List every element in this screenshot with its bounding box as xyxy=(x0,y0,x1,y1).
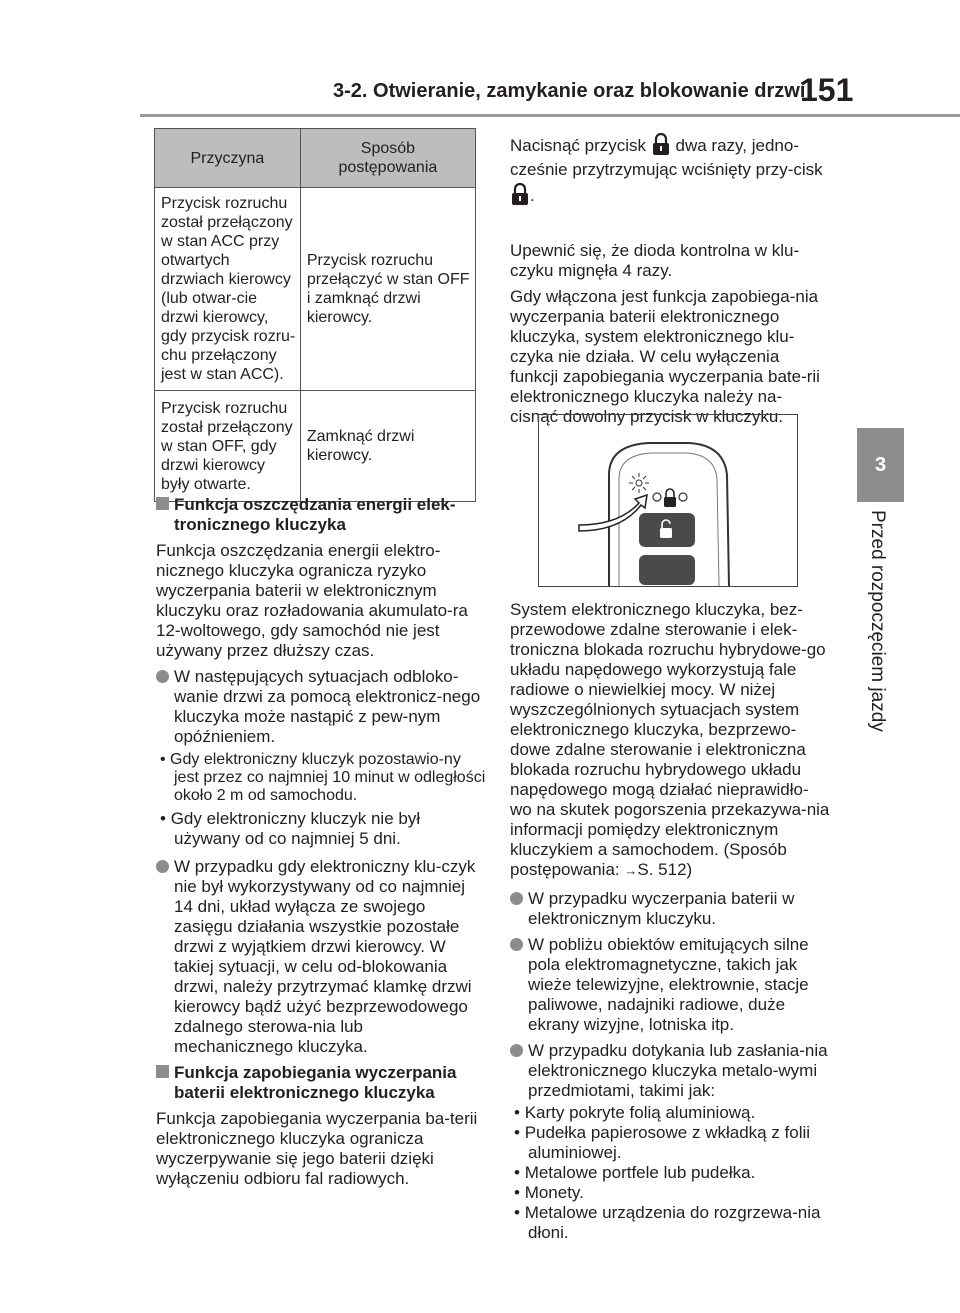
page-number: 151 xyxy=(800,72,854,108)
circle-item: W następujących sytuacjach odbloko-wanie drzwi za pomocą elektronicz-nego kluczyka może nastąpić z pew-nym opóźnieniem. xyxy=(156,667,486,747)
bullet-item: • Gdy elektroniczny kluczyk nie był używany od co najmniej 5 dni. xyxy=(160,809,421,848)
indicator-light-icon xyxy=(629,473,649,493)
header-divider xyxy=(140,114,960,117)
paragraph: System elektronicznego kluczyka, bez-przewodowe zdalne sterowanie i elek-troniczna blokada rozruchu hybrydowe-go układu napędowego wykorzystują fale radiowe o niewielkiej mocy. W niżej wyszczególnionych sytuacjach system elektronicznego kluczyka, bezprzewo-dowe zdalne sterowanie i elektroniczna blokada rozruchu hybrydowego układu napędowego mogą działać nieprawidło-wo na skutek pogorszenia przekazywa-nia informacji pomiędzy elektronicznym kluczykiem a samochodem. (Sposób postępowania: →S. 512) xyxy=(510,600,830,879)
table-cell-cause: Przycisk rozruchu został przełączony w stan OFF, gdy drzwi kierowcy były otwarte. xyxy=(155,391,301,502)
bullet-item: • Metalowe urządzenia do rozgrzewa-nia dłoni. xyxy=(514,1203,821,1242)
circle-bullet-icon xyxy=(510,1044,523,1057)
bullet-item: • Gdy elektroniczny kluczyk pozostawio-ny jest przez co najmniej 10 minut w odległości około 2 m od samochodu. xyxy=(160,751,486,804)
lock-icon xyxy=(510,182,530,206)
circle-item: W przypadku dotykania lub zasłania-nia elektronicznego kluczyka metalo-wymi przedmiotami, takimi jak: xyxy=(510,1041,830,1101)
circle-item: W przypadku wyczerpania baterii w elektronicznym kluczyku. xyxy=(510,889,830,929)
lock-icon xyxy=(651,132,671,156)
lock-icon xyxy=(664,489,676,507)
bullet-item: • Metalowe portfele lub pudełka. xyxy=(514,1163,756,1182)
section-heading: Funkcja oszczędzania energii elek-tronicznego kluczyka xyxy=(156,495,486,535)
paragraph: Funkcja oszczędzania energii elektro-nicznego kluczyka ogranicza ryzyko wyczerpania baterii w elektronicznym kluczyku oraz rozładowania akumulato-ra 12-woltowego, gdy samochód nie jest używany przez dłuższy czas. xyxy=(156,541,468,660)
bullet-item: • Karty pokryte folią aluminiową. xyxy=(514,1103,756,1122)
table-header-action: Sposób postępowania xyxy=(300,129,475,188)
circle-item: W przypadku gdy elektroniczny klu-czyk nie był wykorzystywany od co najmniej 14 dni, układ wyłącza ze swojego zasięgu działania wszystkie pozostałe drzwi z wyjątkiem drzwi kierowcy. W takiej sytuacji, w celu od-blokowania drzwi, należy przytrzymać klamkę drzwi kierowcy bądź użyć bezprzewodowego zdalnego sterowa-nia lub mechanicznego kluczyka. xyxy=(156,857,486,1057)
circle-bullet-icon xyxy=(156,670,169,683)
square-bullet-icon xyxy=(156,1065,169,1078)
table-header-cause: Przyczyna xyxy=(155,129,301,188)
paragraph: Upewnić się, że dioda kontrolna w klu-czyku mignęła 4 razy. xyxy=(510,241,800,280)
table-row xyxy=(155,391,476,502)
paragraph: Nacisnąć przycisk dwa razy, jedno-cześnie przytrzymując wciśnięty przy-cisk . xyxy=(510,132,830,208)
key-fob-illustration xyxy=(538,414,798,587)
square-bullet-icon xyxy=(156,497,169,510)
circle-item: W pobliżu obiektów emitujących silne pola elektromagnetyczne, takich jak wieże telewizyjne, elektrownie, stacje paliwowe, nadajniki radiowe, duże ekrany wizyjne, lotniska itp. xyxy=(510,935,830,1035)
arrow-icon xyxy=(579,495,647,531)
arrow-ref-icon: → xyxy=(624,863,638,878)
right-column-bottom xyxy=(510,600,830,1243)
cause-action-table xyxy=(154,128,476,502)
bullet-item: • Monety. xyxy=(514,1183,584,1202)
circle-bullet-icon xyxy=(510,938,523,951)
bullet-item: • Pudełka papierosowe z wkładką z folii aluminiowej. xyxy=(514,1123,811,1162)
table-cell-action: Przycisk rozruchu przełączyć w stan OFF i zamknąć drzwi kierowcy. xyxy=(300,188,475,391)
right-column-mid xyxy=(510,241,830,433)
chapter-tab: 3 xyxy=(857,428,904,502)
page-header-title: 3-2. Otwieranie, zamykanie oraz blokowanie drzwi xyxy=(333,80,806,102)
table-header-row xyxy=(155,129,476,188)
paragraph: Gdy włączona jest funkcja zapobiega-nia wyczerpania baterii elektronicznego kluczyka, system elektronicznego klu-czyka nie działa. W celu wyłączenia funkcji zapobiegania wyczerpania bate-rii elektronicznego kluczyka należy na-cisnąć dowolny przycisk w kluczyku. xyxy=(510,287,820,426)
chapter-label: Przed rozpoczęciem jazdy xyxy=(867,510,888,732)
section-heading: Funkcja zapobiegania wyczerpania baterii elektronicznego kluczyka xyxy=(156,1063,486,1103)
paragraph: Funkcja zapobiegania wyczerpania ba-terii elektronicznego kluczyka ogranicza wyczerpywanie się jego baterii dzięki wyłączeniu odbioru fal radiowych. xyxy=(156,1109,478,1188)
key-fob-drawing xyxy=(539,415,797,586)
circle-bullet-icon xyxy=(156,860,169,873)
table-cell-action: Zamknąć drzwi kierowcy. xyxy=(300,391,475,502)
table-row xyxy=(155,188,476,391)
table-cell-cause: Przycisk rozruchu został przełączony w stan ACC przy otwartych drzwiach kierowcy (lub otwar-cie drzwi kierowcy, gdy przycisk rozru-chu przełączony jest w stan ACC). xyxy=(155,188,301,391)
left-column xyxy=(156,495,486,1195)
circle-bullet-icon xyxy=(510,892,523,905)
right-column-top xyxy=(510,132,830,214)
